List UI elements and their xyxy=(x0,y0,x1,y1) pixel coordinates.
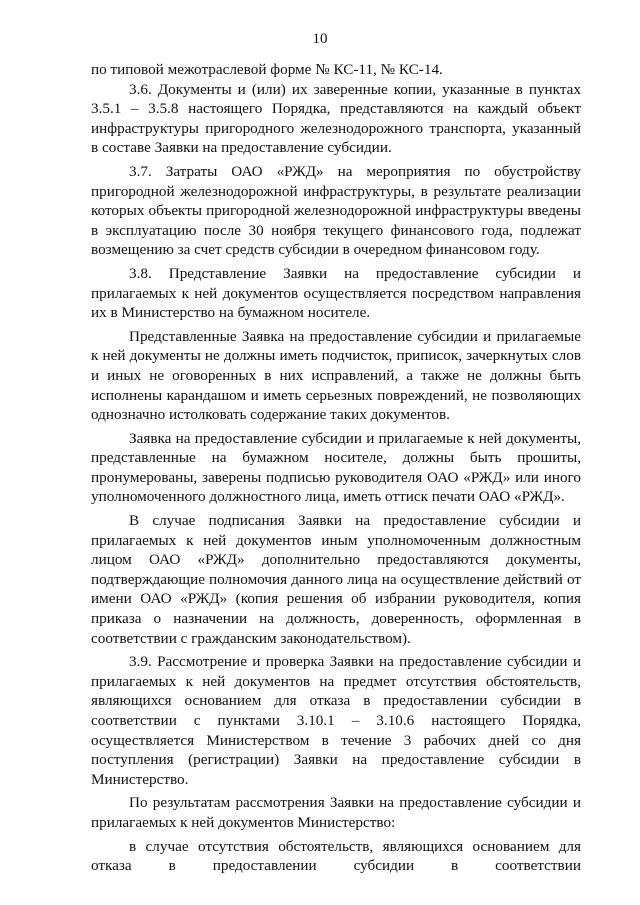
document-body xyxy=(91,60,581,876)
paragraph-3-7: 3.7. Затраты ОАО «РЖД» на мероприятия по обустройству пригородной железнодорожной инфраструктуры, в результате реализации которых объекты пригородной железнодорожной инфраструктуры введены в эксплуатацию после 30 ноября текущего финансового года, подлежат возмещению за счет средств субсидии в очередном финансовом году. xyxy=(91,162,581,259)
paragraph-no-refusal-grounds: в случае отсутствия обстоятельств, являющихся основанием для отказа в предоставлении субсидии в соответствии xyxy=(91,837,581,875)
paragraph-continuation: по типовой межотраслевой форме № КС-11, № КС-14. xyxy=(91,61,443,78)
paragraph-3-8: 3.8. Представление Заявки на предоставление субсидии и прилагаемых к ней документов осуществляется посредством направления их в Министерство на бумажном носителе. xyxy=(91,264,581,322)
paragraph-review-results: По результатам рассмотрения Заявки на предоставление субсидии и прилагаемых к ней документов Министерство: xyxy=(91,794,581,831)
paragraph-paper-submission: Заявка на предоставление субсидии и прилагаемые к ней документы, представленные на бумажном носителе, должны быть прошиты, пронумерованы, заверены подписью руководителя ОАО «РЖД» или иного уполномоченного должностного лица, иметь оттиск печати ОАО «РЖД». xyxy=(91,429,581,506)
paragraph-authorized-signatory: В случае подписания Заявки на предоставление субсидии и прилагаемых к ней документов иным уполномоченным должностным лицом ОАО «РЖД» дополнительно предоставляются документы, подтверждающие полномочия данного лица на осуществление действий от имени ОАО «РЖД» (копия решения об избрании руководителя, копия приказа о назначении на должность, доверенность, оформленная в соответствии с гражданским законодательством). xyxy=(91,512,581,647)
page-number: 10 xyxy=(312,31,328,47)
paragraph-document-requirements: Представленные Заявка на предоставление субсидии и прилагаемые к ней документы не должны иметь подчисток, приписок, зачеркнутых слов и иных не оговоренных в них исправлений, а также не должны быть исполнены карандашом и иметь серьезных повреждений, не позволяющих однозначно истолковать содержание таких документов. xyxy=(91,327,581,424)
paragraph-3-9: 3.9. Рассмотрение и проверка Заявки на предоставление субсидии и прилагаемых к ней документов на предмет отсутствия обстоятельств, являющихся основанием для отказа в предоставлении субсидии в соответствии с пунктами 3.10.1 – 3.10.6 настоящего Порядка, осуществляется Министерством в течение 3 рабочих дней со дня поступления (регистрации) Заявки на предоставление субсидии в Министерство. xyxy=(91,653,581,788)
paragraph-3-6: 3.6. Документы и (или) их заверенные копии, указанные в пунктах 3.5.1 – 3.5.8 настоящего Порядка, представляются на каждый объект инфраструктуры пригородного железнодорожного транспорта, указанный в составе Заявки на предоставление субсидии. xyxy=(91,80,581,157)
